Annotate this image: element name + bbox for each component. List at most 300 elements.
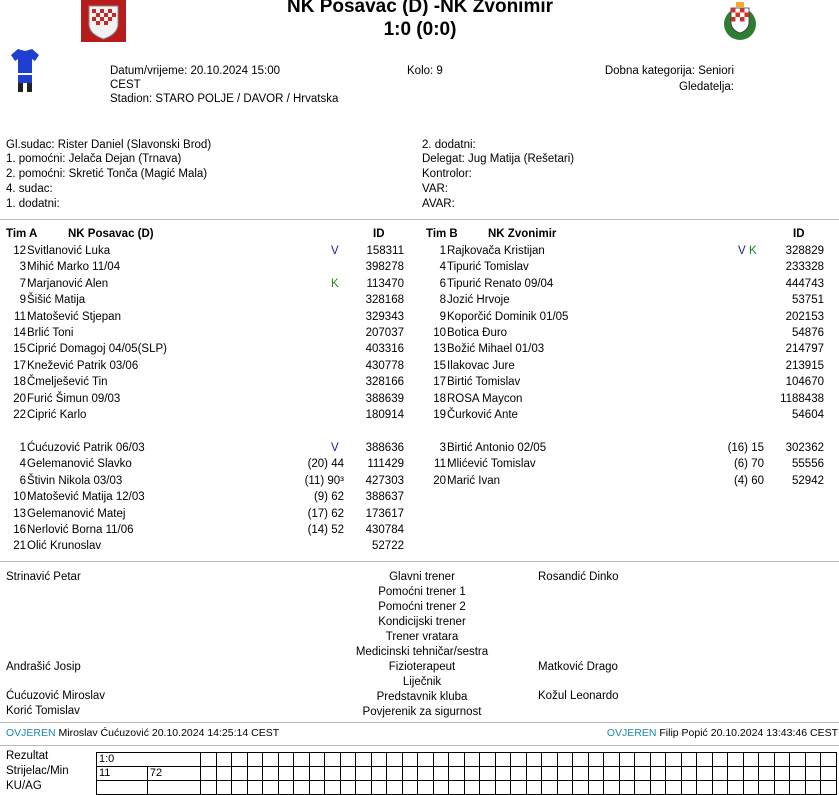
player-name: Tipurić Renato 09/04	[447, 277, 554, 290]
player-id: 444743	[785, 277, 824, 290]
grid-cell	[650, 753, 666, 767]
player-id: 388636	[365, 442, 404, 454]
player-name: Furić Šimun 09/03	[27, 392, 121, 405]
team-a-name: NK Posavac (D)	[68, 228, 154, 240]
grid-cell	[573, 753, 589, 767]
grid-cell	[619, 767, 635, 781]
grid-cell	[728, 767, 744, 781]
grid-cell	[309, 753, 325, 767]
grid-cell	[821, 781, 837, 795]
shirt-number: 9	[19, 294, 26, 307]
official-line: 1. pomoćni: Jelača Dejan (Trnava)	[6, 153, 182, 165]
grid-cell	[309, 767, 325, 781]
official-line: 2. dodatni:	[422, 139, 476, 151]
grid-cell	[480, 753, 496, 767]
player-row	[420, 440, 835, 456]
player-row	[0, 522, 415, 538]
shirt-number: 7	[19, 277, 26, 290]
player-name: Brlić Toni	[27, 327, 74, 339]
grid-cell	[542, 767, 558, 781]
grid-cell	[728, 753, 744, 767]
shirt-number: 10	[433, 327, 446, 339]
sub-info: (9) 62	[313, 491, 344, 504]
player-name: Koporčić Dominik 01/05	[447, 310, 569, 323]
shirt-number: 22	[13, 409, 26, 421]
grid-cell	[619, 781, 635, 795]
shirt-number: 4	[19, 458, 26, 471]
shirt-number: 16	[13, 524, 26, 536]
home-club-rep: Ćućuzović Miroslav	[6, 690, 106, 702]
grid-cell	[247, 781, 263, 795]
player-row	[0, 456, 415, 472]
player-name: Ćućuzović Patrik 06/03	[27, 442, 145, 454]
player-name: Šišić Matija	[27, 294, 86, 307]
player-id: 328166	[365, 376, 404, 389]
team-a-label: Tim A	[6, 228, 38, 240]
team-b-label: Tim B	[426, 228, 458, 240]
player-id: 173617	[365, 507, 404, 520]
player-name: Mlićević Tomislav	[447, 458, 536, 471]
player-row	[0, 538, 415, 554]
grid-row	[97, 781, 837, 795]
grid-cell	[356, 767, 372, 781]
grid-cell	[805, 753, 821, 767]
grid-cell	[774, 753, 790, 767]
grid-cell	[759, 767, 775, 781]
grid-cell	[557, 781, 573, 795]
player-name: Ciprić Karlo	[27, 409, 87, 421]
grid-cell	[402, 767, 418, 781]
player-name: Čurković Ante	[447, 409, 518, 421]
sub-info: (11) 90³	[304, 474, 344, 487]
player-name: Marić Ivan	[447, 474, 501, 487]
keeper-mark: K	[331, 277, 339, 290]
team-a-id-header: ID	[373, 228, 385, 240]
match-score: 1:0 (0:0)	[383, 19, 457, 40]
result-label: Rezultat	[6, 750, 49, 762]
player-name: Štivin Nikola 03/03	[27, 474, 123, 487]
player-id: 214797	[785, 343, 824, 356]
grid-cell	[588, 753, 604, 767]
player-id: 207037	[365, 327, 404, 339]
shirt-number: 20	[433, 474, 446, 487]
grid-cell	[511, 767, 527, 781]
grid-cell	[325, 767, 341, 781]
player-name: Marjanović Alen	[27, 277, 109, 290]
player-row	[420, 407, 835, 423]
official-line: 4. sudac:	[6, 183, 53, 195]
player-row	[0, 259, 415, 275]
player-id: 202153	[785, 310, 824, 323]
grid-cell	[294, 753, 310, 767]
player-name: Birtić Tomislav	[447, 376, 521, 389]
grid-cell	[418, 767, 434, 781]
grid-cell	[387, 767, 403, 781]
grid-cell	[759, 781, 775, 795]
match-spectators: Gledatelja:	[679, 81, 734, 93]
shirt-number: 3	[19, 261, 26, 274]
player-row	[420, 243, 835, 259]
grid-cell	[201, 753, 217, 767]
shirt-number: 11	[434, 458, 446, 471]
official-line: Delegat: Jug Matija (Rešetari)	[422, 153, 575, 165]
shirt-number: 10	[13, 491, 26, 504]
player-name: Botica Đuro	[447, 327, 508, 339]
player-row	[420, 292, 835, 308]
grid-cell	[557, 767, 573, 781]
grid-cell	[790, 767, 806, 781]
player-id: 430778	[365, 359, 404, 372]
shirt-number: 13	[13, 507, 26, 520]
player-row	[420, 341, 835, 357]
player-id: 54876	[792, 327, 824, 339]
shirt-number: 12	[13, 245, 26, 257]
player-row	[0, 341, 415, 357]
grid-cell	[821, 753, 837, 767]
grid-cell	[542, 781, 558, 795]
grid-cell	[495, 767, 511, 781]
grid-cell	[325, 753, 341, 767]
player-row	[0, 473, 415, 489]
player-id: 388639	[365, 392, 404, 405]
official-line: VAR:	[422, 183, 448, 195]
score-grid	[96, 752, 837, 795]
grid-cell	[340, 753, 356, 767]
grid-cell	[480, 781, 496, 795]
grid-cell	[371, 753, 387, 767]
shirt-number: 1	[439, 245, 446, 257]
shirt-number: 17	[13, 359, 26, 372]
grid-cell	[511, 753, 527, 767]
player-id: 329343	[365, 310, 404, 323]
grid-cell	[604, 767, 620, 781]
player-row	[0, 407, 415, 423]
grid-cell	[449, 781, 465, 795]
grid-cell	[325, 781, 341, 795]
grid-cell	[604, 781, 620, 795]
player-name: Ciprić Domagoj 04/05(SLP)	[27, 343, 167, 356]
grid-cell	[728, 781, 744, 795]
grid-cell	[821, 767, 837, 781]
grid-cell	[278, 753, 294, 767]
player-row	[0, 374, 415, 390]
grid-cell	[232, 767, 248, 781]
shirt-number: 8	[439, 294, 446, 307]
player-id: 53751	[792, 294, 824, 307]
grid-cell	[743, 781, 759, 795]
grid-cell	[278, 767, 294, 781]
grid-row	[97, 767, 837, 781]
player-id: 430784	[365, 524, 404, 536]
grid-cell	[619, 753, 635, 767]
team-b-id-header: ID	[793, 228, 805, 240]
official-line: 2. pomoćni: Skretić Tonča (Magić Mala)	[6, 168, 208, 180]
sub-info: (16) 15	[727, 442, 764, 454]
grid-cell	[697, 753, 713, 767]
grid-cell	[495, 753, 511, 767]
scorer-label: Strijelac/Min	[6, 765, 69, 777]
divider	[0, 745, 839, 746]
player-id: 403316	[365, 343, 404, 356]
grid-cell	[97, 781, 148, 795]
player-name: Jozić Hrvoje	[447, 294, 510, 307]
grid-cell	[294, 767, 310, 781]
staff-role-label: Fizioterapeut	[388, 661, 456, 673]
staff-role-label: Liječnik	[402, 676, 442, 688]
grid-cell	[387, 781, 403, 795]
player-name: ROSA Maycon	[447, 392, 523, 405]
grid-cell	[588, 781, 604, 795]
player-row	[420, 473, 835, 489]
player-row	[420, 276, 835, 292]
away-physio: Matković Drago	[538, 661, 618, 673]
player-id: 180914	[365, 409, 404, 421]
grid-cell	[480, 767, 496, 781]
player-id: 1188438	[780, 392, 824, 405]
grid-cell	[712, 767, 728, 781]
home-crest	[81, 0, 126, 42]
grid-cell	[356, 781, 372, 795]
player-id: 52722	[372, 540, 404, 553]
player-name: Mihić Marko 11/04	[27, 261, 121, 274]
grid-cell	[573, 781, 589, 795]
player-row	[420, 259, 835, 275]
grid-cell	[805, 781, 821, 795]
grid-cell	[557, 753, 573, 767]
staff-role-label: Glavni trener	[389, 571, 455, 583]
grid-cell	[650, 781, 666, 795]
away-head-coach: Rosandić Dinko	[538, 571, 619, 583]
player-name: Nerlović Borna 11/06	[27, 524, 134, 536]
grid-cell	[418, 781, 434, 795]
grid-cell	[433, 781, 449, 795]
sub-info: (14) 52	[307, 524, 344, 536]
grid-cell	[588, 767, 604, 781]
grid-cell	[433, 753, 449, 767]
shirt-number: 19	[433, 409, 446, 421]
staff-role-label: Trener vratara	[385, 631, 459, 643]
grid-cell	[371, 781, 387, 795]
player-row	[420, 374, 835, 390]
player-id: 213915	[785, 359, 824, 372]
verified-text: Filip Popić 20.10.2024 13:43:46 CEST	[659, 727, 838, 739]
grid-cell	[309, 781, 325, 795]
home-physio: Andrašić Josip	[6, 661, 81, 673]
grid-cell	[201, 781, 217, 795]
staff-role-label: Predstavnik kluba	[376, 691, 468, 703]
grid-cell: 1:0	[97, 753, 201, 767]
divider	[0, 722, 839, 723]
grid-cell	[464, 753, 480, 767]
verified-tag: OVJEREN	[6, 727, 56, 739]
verified-tag: OVJEREN	[606, 727, 657, 739]
home-security-officer: Korić Tomislav	[6, 705, 80, 717]
grid-cell	[433, 767, 449, 781]
home-head-coach: Strinavić Petar	[6, 571, 81, 583]
grid-cell	[743, 753, 759, 767]
home-verification	[6, 727, 279, 739]
player-name: Knežević Patrik 03/06	[27, 359, 139, 372]
player-name: Rajkovača Kristijan	[447, 245, 545, 257]
player-row	[0, 276, 415, 292]
player-id: 328168	[365, 294, 404, 307]
grid-cell: 72	[147, 767, 200, 781]
grid-cell	[201, 767, 217, 781]
away-club-rep: Kožul Leonardo	[538, 690, 619, 702]
staff-role-label: Medicinski tehničar/sestra	[355, 646, 489, 658]
grid-cell	[805, 767, 821, 781]
match-timezone: CEST	[110, 79, 141, 91]
grid-cell	[526, 753, 542, 767]
grid-cell	[542, 753, 558, 767]
grid-cell	[216, 781, 232, 795]
shirt-number: 3	[439, 442, 446, 454]
grid-cell	[263, 767, 279, 781]
player-id: 111429	[367, 458, 404, 471]
official-line: AVAR:	[422, 198, 455, 210]
kit-icon	[10, 47, 40, 95]
grid-cell	[232, 753, 248, 767]
staff-role-label: Pomoćni trener 1	[378, 586, 466, 598]
player-name: Čmelješević Tin	[27, 376, 108, 389]
grid-cell	[774, 767, 790, 781]
grid-cell	[666, 753, 682, 767]
player-id: 158311	[366, 245, 404, 257]
player-row	[420, 391, 835, 407]
match-title: NK Posavac (D) -NK Zvonimir	[286, 0, 554, 17]
ku-ag-label: KU/AG	[6, 780, 42, 792]
grid-cell	[147, 781, 200, 795]
grid-cell	[495, 781, 511, 795]
sub-info: (4) 60	[733, 474, 764, 487]
player-row	[0, 391, 415, 407]
player-id: 52942	[792, 474, 824, 487]
player-row	[420, 358, 835, 374]
grid-cell	[526, 781, 542, 795]
grid-cell	[666, 781, 682, 795]
grid-cell	[418, 753, 434, 767]
official-line: Kontrolor:	[422, 168, 472, 180]
captain-mark: V	[331, 245, 339, 257]
shirt-number: 6	[19, 474, 26, 487]
sub-info: (17) 62	[307, 507, 344, 520]
grid-cell	[278, 781, 294, 795]
player-name: Olić Krunoslav	[27, 540, 102, 553]
shirt-number: 1	[19, 442, 26, 454]
grid-cell	[790, 753, 806, 767]
captain-mark: V	[738, 245, 746, 257]
player-row	[0, 489, 415, 505]
match-date: Datum/vrijeme: 20.10.2024 15:00	[110, 65, 281, 77]
match-round: Kolo: 9	[407, 65, 443, 77]
grid-cell	[511, 781, 527, 795]
sub-info: (6) 70	[733, 458, 764, 471]
player-id: 302362	[785, 442, 824, 454]
grid-cell	[635, 781, 651, 795]
grid-cell	[697, 781, 713, 795]
grid-cell	[402, 753, 418, 767]
grid-cell	[216, 767, 232, 781]
player-name: Ilakovac Jure	[447, 359, 515, 372]
staff-role-label: Pomoćni trener 2	[378, 601, 466, 613]
player-row	[0, 440, 415, 456]
shirt-number: 15	[433, 359, 446, 372]
grid-cell	[573, 767, 589, 781]
player-id: 113470	[366, 277, 404, 290]
grid-cell	[216, 753, 232, 767]
match-stadium: Stadion: STARO POLJE / DAVOR / Hrvatska	[110, 93, 339, 105]
grid-cell	[774, 781, 790, 795]
grid-cell	[681, 753, 697, 767]
staff-role-label: Povjerenik za sigurnost	[362, 706, 482, 718]
grid-cell	[681, 767, 697, 781]
grid-cell	[464, 781, 480, 795]
away-verification	[607, 727, 838, 739]
match-category: Dobna kategorija: Seniori	[604, 65, 734, 77]
shirt-number: 15	[13, 343, 26, 356]
player-id: 388637	[365, 491, 404, 504]
shirt-number: 21	[13, 540, 26, 553]
shirt-number: 13	[433, 343, 446, 356]
shirt-number: 11	[14, 310, 26, 323]
grid-cell	[635, 767, 651, 781]
grid-cell	[759, 753, 775, 767]
shirt-number: 18	[13, 376, 26, 389]
grid-cell	[247, 753, 263, 767]
player-row	[0, 309, 415, 325]
player-name: Svitlanović Luka	[27, 245, 111, 257]
shirt-number: 9	[439, 310, 446, 323]
grid-cell	[387, 753, 403, 767]
grid-cell	[681, 781, 697, 795]
player-name: Matošević Stjepan	[27, 310, 121, 323]
player-row	[0, 243, 415, 259]
away-crest	[721, 0, 759, 42]
grid-cell	[449, 753, 465, 767]
player-name: Božić Mihael 01/03	[447, 343, 545, 356]
official-line: 1. dodatni:	[6, 198, 60, 210]
grid-cell	[650, 767, 666, 781]
staff-role-label: Kondicijski trener	[378, 616, 466, 628]
shirt-number: 20	[13, 392, 26, 405]
shirt-number: 6	[439, 277, 446, 290]
player-id: 398278	[365, 261, 404, 274]
shirt-number: 4	[439, 261, 446, 274]
grid-cell	[402, 781, 418, 795]
player-name: Gelemanović Matej	[27, 507, 126, 520]
shirt-number: 14	[13, 327, 26, 339]
grid-cell	[697, 767, 713, 781]
player-id: 104670	[785, 376, 824, 389]
official-line: Gl.sudac: Rister Daniel (Slavonski Brod)	[6, 139, 212, 151]
shirt-number: 17	[433, 376, 446, 389]
verified-text: Miroslav Ćućuzović 20.10.2024 14:25:14 CEST	[58, 727, 280, 739]
player-name: Matošević Matija 12/03	[27, 491, 145, 504]
grid-cell	[356, 753, 372, 767]
grid-cell	[340, 781, 356, 795]
player-name: Birtić Antonio 02/05	[447, 442, 547, 454]
grid-cell	[743, 767, 759, 781]
player-id: 55556	[792, 458, 824, 471]
player-row	[420, 325, 835, 341]
player-row	[0, 292, 415, 308]
grid-cell	[449, 767, 465, 781]
grid-cell	[371, 767, 387, 781]
grid-cell	[604, 753, 620, 767]
grid-row	[97, 753, 837, 767]
player-row	[0, 506, 415, 522]
player-row	[0, 358, 415, 374]
